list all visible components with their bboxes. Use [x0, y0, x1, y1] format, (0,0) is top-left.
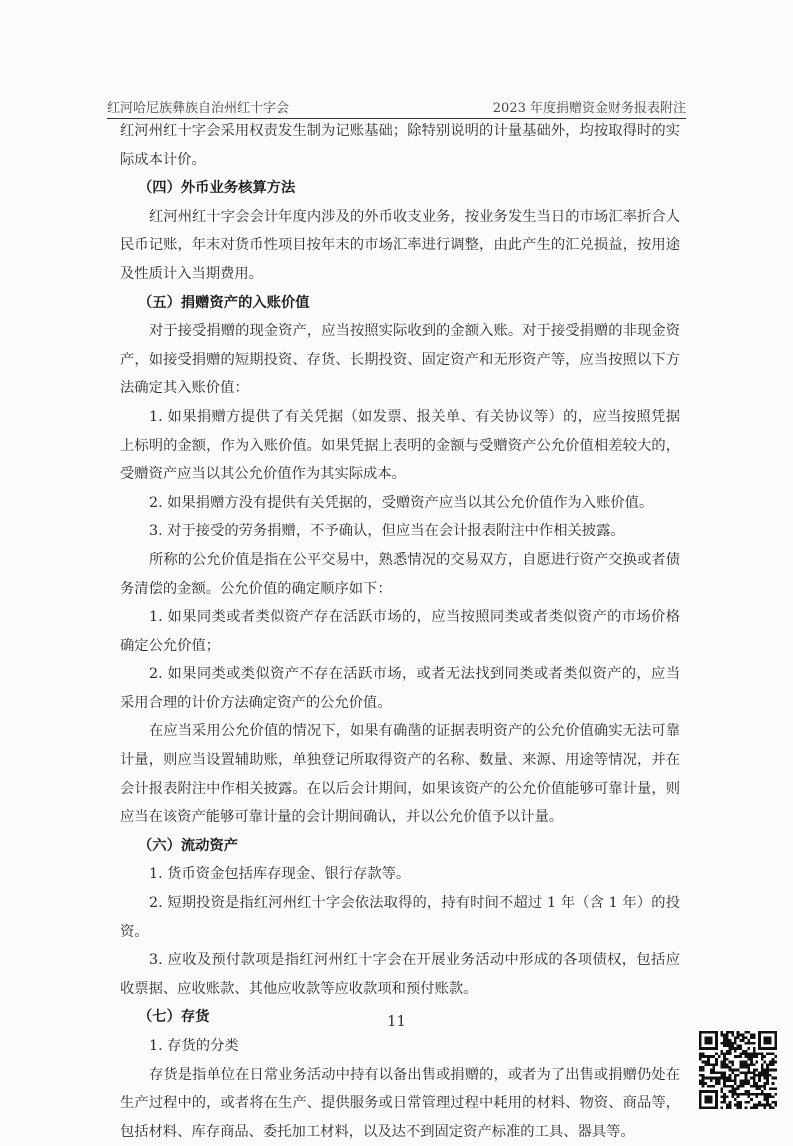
- body-paragraph: 在应当采用公允价值的情况下，如果有确凿的证据表明资产的公允价值确实无法可靠计量，则应当设置辅助账，单独登记所取得资产的名称、数量、来源、用途等情况，并在会计报表附注中作相关披露。在以后会计期间，如果该资产的公允价值能够可靠计量，则应当在该资产能够可靠计量的会计期间确认，并以公允价值予以计量。: [120, 723, 680, 826]
- body-paragraph: 2. 如果捐赠方没有提供有关凭据的，受赠资产应当以其公允价值作为入账价值。: [149, 494, 654, 511]
- body-paragraph: 3. 对于接受的劳务捐赠，不予确认，但应当在会计报表附注中作相关披露。: [149, 523, 625, 540]
- body-paragraph: 1. 如果捐赠方提供了有关凭据（如发票、报关单、有关协议等）的，应当按照凭据上标明的金额，作为入账价值。如果凭据上表明的金额与受赠资产公允价值相差较大的，受赠资产应当以其公允价值作为其实际成本。: [120, 408, 680, 483]
- body-paragraph: 3. 应收及预付款项是指红河州红十字会在开展业务活动中形成的各项债权，包括应收票据、应收账款、其他应收款等应收款项和预付账款。: [120, 952, 680, 997]
- section-heading: （五）捐赠资产的入账价值: [138, 294, 310, 311]
- body-paragraph: 存货是指单位在日常业务活动中持有以备出售或捐赠的，或者为了出售或捐赠仍处在生产过程中的，或者将在生产、提供服务或日常管理过程中耗用的材料、物资、商品等，包括材料、库存商品、委托加工材料，以及达不到固定资产标准的工具、器具等。: [120, 1066, 680, 1140]
- body-paragraph: 对于接受捐赠的现金资产，应当按照实际收到的金额入账。对于接受捐赠的非现金资产，如接受捐赠的短期投资、存货、长期投资、固定资产和无形资产等，应当按照以下方法确定其入账价值：: [120, 323, 680, 397]
- qr-code-icon: [699, 1031, 777, 1109]
- section-heading: （六）流动资产: [138, 837, 239, 854]
- body-paragraph: 2. 如果同类或类似资产不存在活跃市场，或者无法找到同类或者类似资产的，应当采用合理的计价方法确定资产的公允价值。: [120, 666, 680, 711]
- header-document-title: 2023 年度捐赠资金财务报表附注: [492, 101, 686, 116]
- document-body: [120, 117, 680, 1146]
- body-paragraph: 1. 货币资金包括库存现金、银行存款等。: [149, 866, 411, 883]
- body-paragraph: 1. 存货的分类: [149, 1038, 239, 1054]
- section-heading: （七）存货: [138, 1009, 210, 1026]
- page-number: 11: [386, 1012, 407, 1030]
- body-paragraph: 2. 短期投资是指红河州红十字会依法取得的，持有时间不超过 1 年（含 1 年）的投资。: [120, 895, 680, 940]
- body-paragraph: 1. 如果同类或者类似资产存在活跃市场的，应当按照同类或者类似资产的市场价格确定公允价值；: [120, 609, 680, 654]
- body-paragraph: 红河州红十字会会计年度内涉及的外币收支业务，按业务发生当日的市场汇率折合人民币记账，年末对货币性项目按年末的市场汇率进行调整，由此产生的汇兑损益，按用途及性质计入当期费用。: [120, 208, 680, 282]
- body-paragraph: 所称的公允价值是指在公平交易中，熟悉情况的交易双方，自愿进行资产交换或者债务清偿的金额。公允价值的确定顺序如下：: [120, 551, 680, 597]
- body-paragraph: 红河州红十字会采用权责发生制为记账基础；除特别说明的计量基础外，均按取得时的实际成本计价。: [120, 123, 680, 168]
- section-heading: （四）外币业务核算方法: [138, 180, 296, 197]
- page-header: [107, 94, 686, 119]
- header-organization: 红河哈尼族彝族自治州红十字会: [107, 101, 290, 116]
